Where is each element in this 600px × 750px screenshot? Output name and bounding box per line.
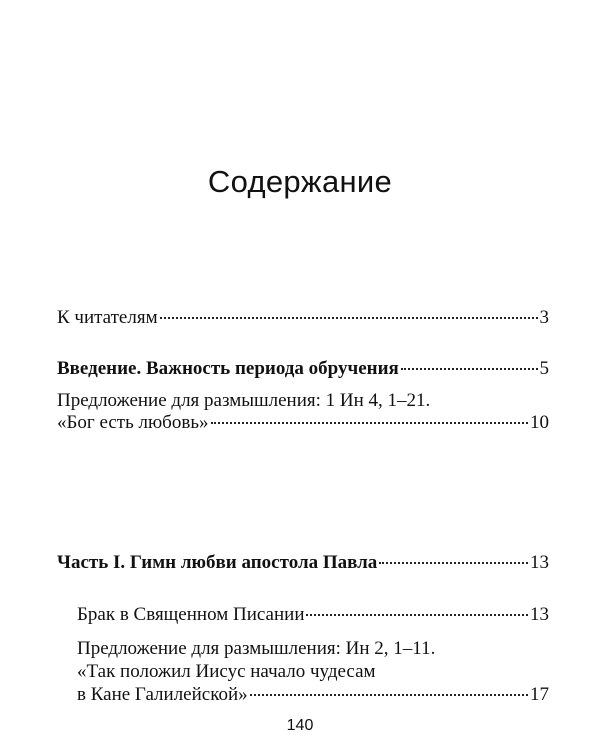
toc-page-number: 17 [530,684,549,705]
toc-entry-label: Часть I. Гимн любви апостола Павла [57,552,378,573]
dot-leader [401,368,538,370]
toc-page-number: 3 [539,307,549,328]
toc-entry-label: Введение. Важность периода обручения [57,358,399,379]
page-title: Содержание [207,164,393,199]
toc-entry-label: Брак в Священном Писании [77,604,305,625]
toc-entry-reflection2-line1: Предложение для размышления: Ин 2, 1–11. [77,638,436,659]
toc-entry-readers[interactable] [57,306,549,330]
toc-page-number: 10 [530,412,549,433]
toc-entry-part1[interactable] [57,551,549,575]
toc-entry-reflection2[interactable] [77,683,549,707]
toc-entry-intro[interactable] [57,357,549,381]
toc-entry-reflection1[interactable] [57,411,549,435]
dot-leader [379,562,528,564]
page-number: 140 [286,717,314,734]
toc-entry-marriage[interactable] [77,603,549,627]
toc-entry-label: в Кане Галилейской» [77,684,248,705]
toc-entry-label: К читателям [57,307,158,328]
toc-page-number: 5 [539,358,549,379]
dot-leader [211,422,529,424]
toc-page-number: 13 [530,604,549,625]
toc-entry-label: «Бог есть любовь» [57,412,209,433]
dot-leader [250,694,528,696]
dot-leader [160,317,538,319]
toc-entry-reflection1-line1: Предложение для размышления: 1 Ин 4, 1–21. [57,390,431,411]
dot-leader [306,614,528,616]
toc-page-number: 13 [530,552,549,573]
toc-entry-reflection2-line2: «Так положил Иисус начало чудесам [77,661,376,682]
